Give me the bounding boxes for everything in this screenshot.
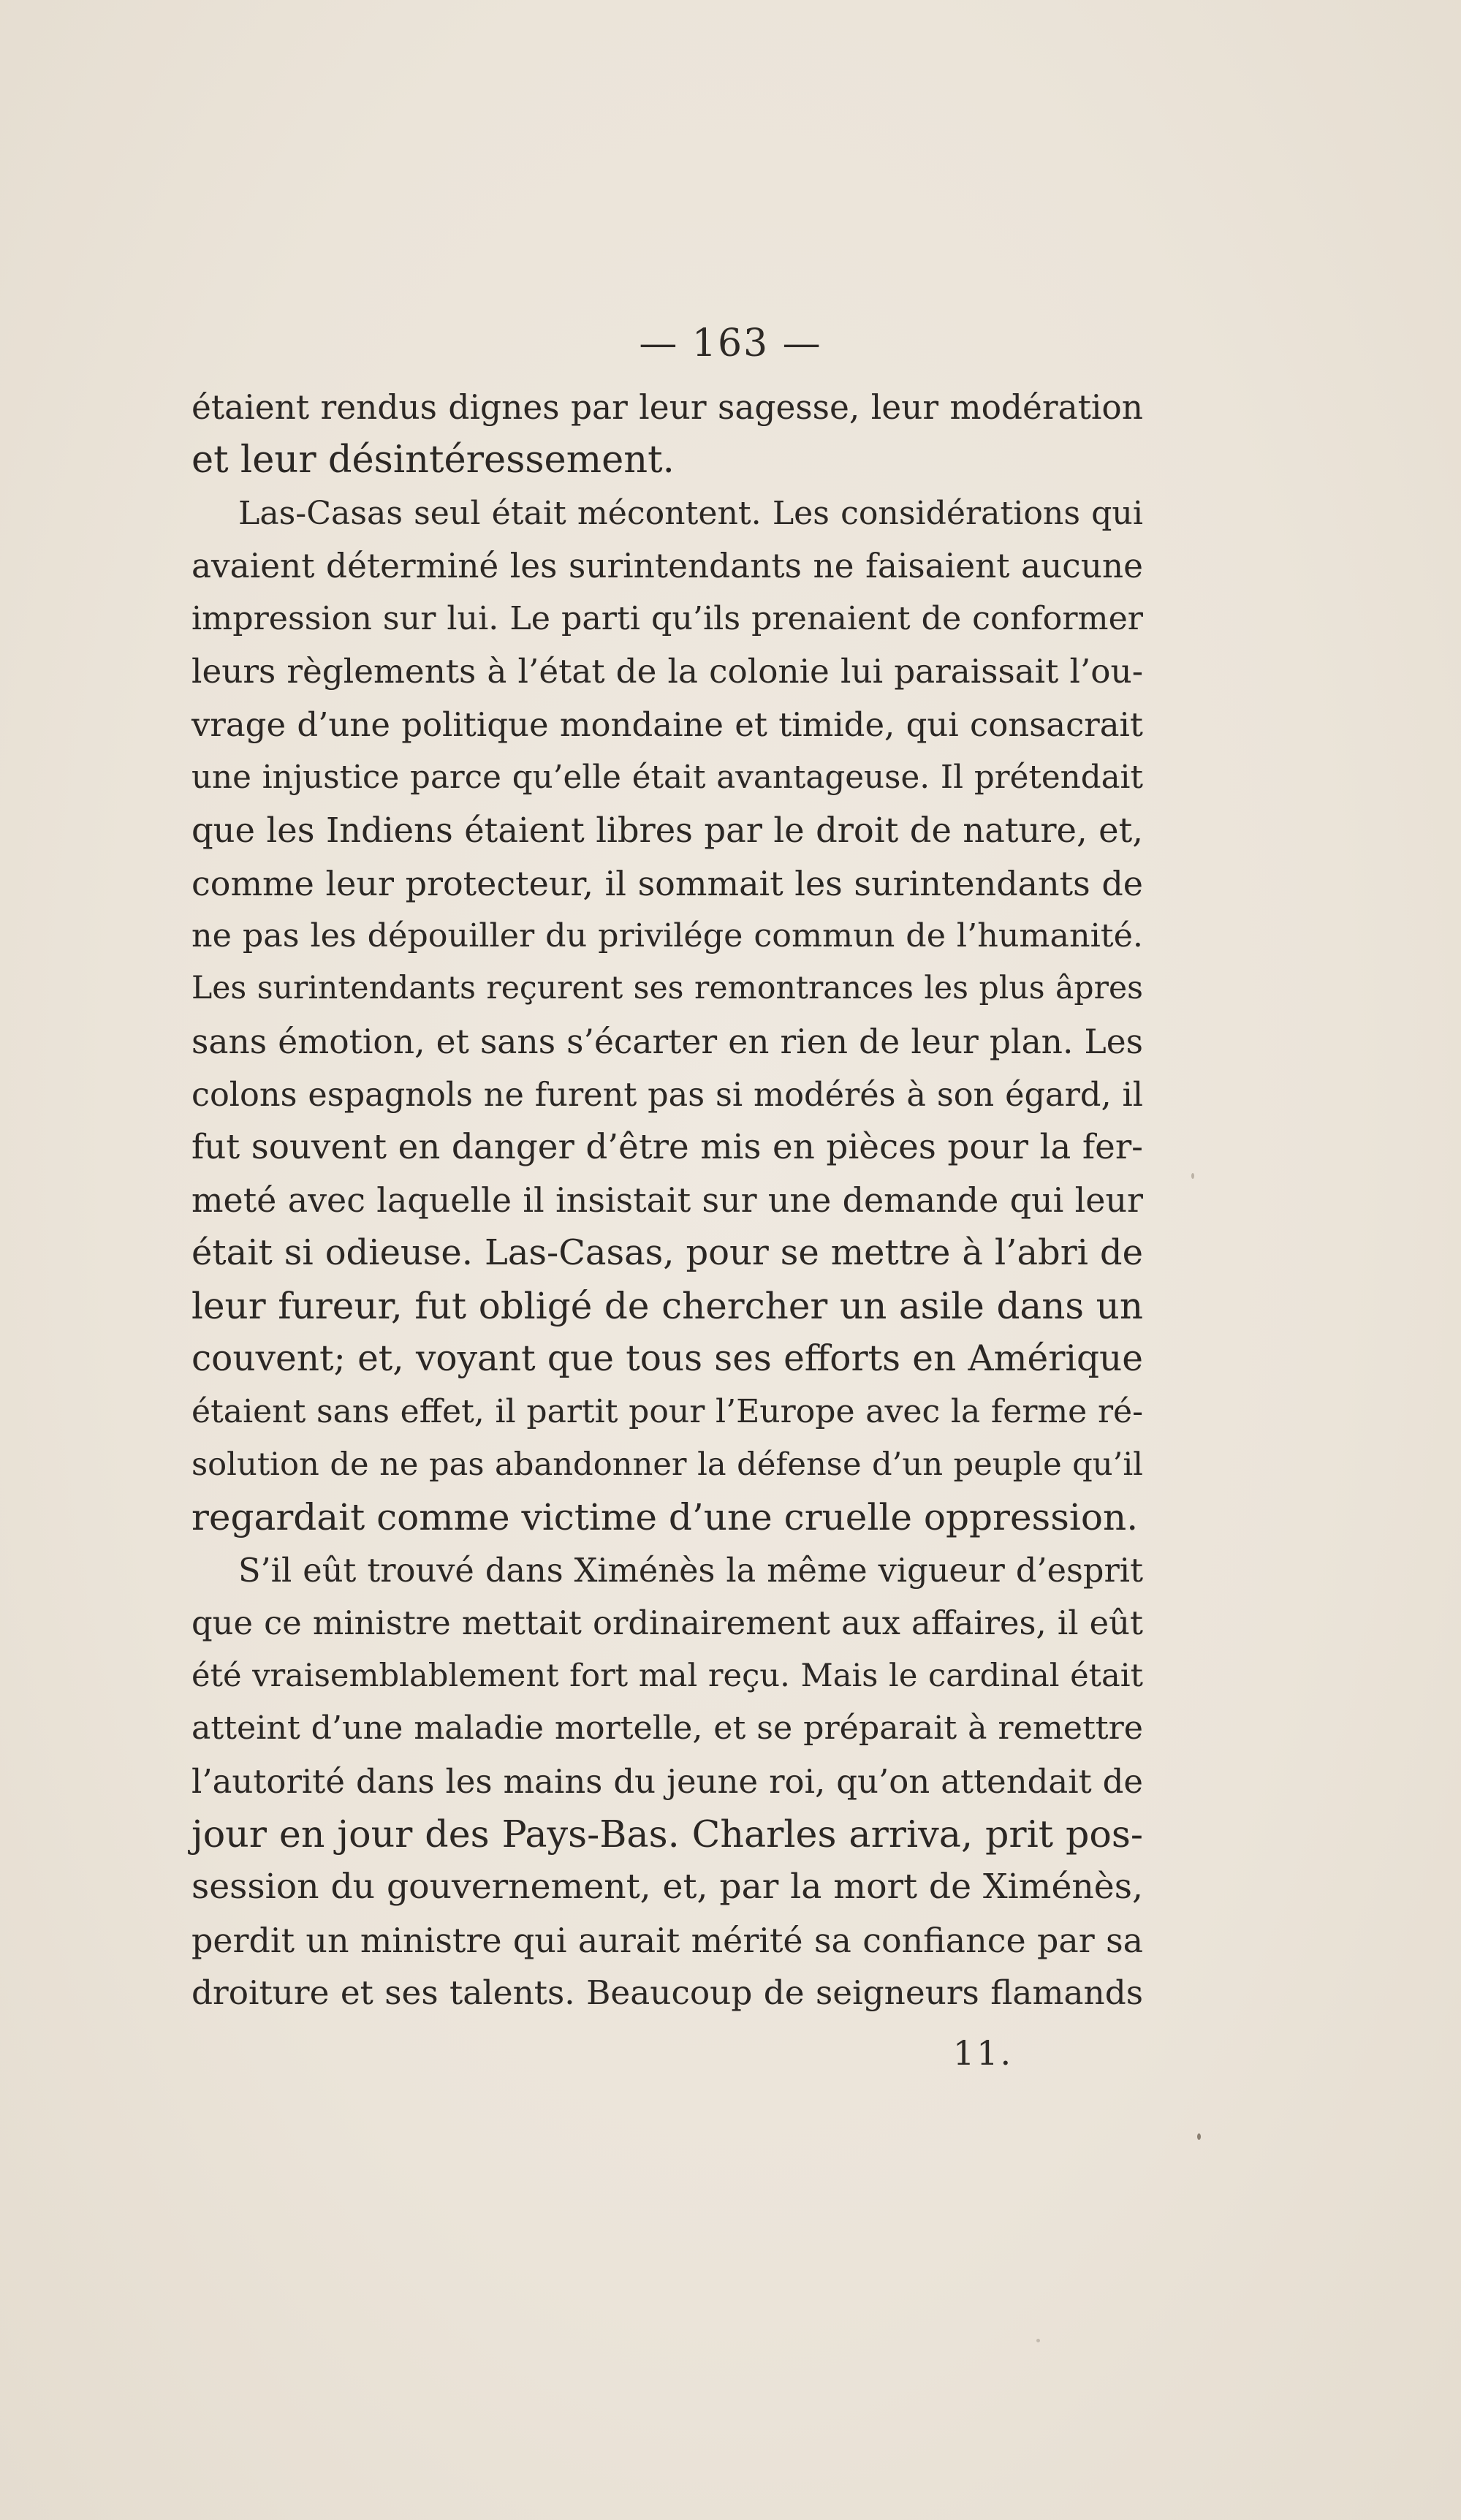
text-line: droiture et ses talents. Beaucoup de seigneurs flamands [191,1973,1143,2012]
text-line: étaient sans effet, il partit pour l’Europe avec la ferme ré- [191,1392,1143,1430]
text-line: avaient déterminé les surintendants ne faisaient aucune [191,546,1143,585]
text-line: impression sur lui. Le parti qu’ils prenaient de conformer [191,600,1143,638]
text-line: étaient rendus dignes par leur sagesse, leur modération [191,388,1143,427]
text-line: S’il eût trouvé dans Ximénès la même vigueur d’esprit [238,1551,1143,1590]
text-line: colons espagnols ne furent pas si modérés à son égard, il [191,1075,1143,1114]
text-line: que ce ministre mettait ordinairement aux affaires, il eût [191,1603,1143,1642]
text-line: était si odieuse. Las-Casas, pour se mettre à l’abri de [191,1232,1143,1273]
text-line: meté avec laquelle il insistait sur une demande qui leur [191,1180,1143,1221]
text-line: jour en jour des Pays-Bas. Charles arriva, prit pos- [191,1813,1143,1856]
body-text [191,382,1143,2019]
text-line: l’autorité dans les mains du jeune roi, qu’on attendait de [191,1761,1143,1801]
text-line: atteint d’une maladie mortelle, et se préparait à remettre [191,1709,1143,1747]
text-line: vrage d’une politique mondaine et timide, qui consacrait [191,705,1143,744]
text-line: leur fureur, fut obligé de chercher un asile dans un [191,1285,1143,1328]
text-line: été vraisemblablement fort mal reçu. Mais le cardinal était [191,1658,1143,1695]
text-line: et leur désintéressement. [191,439,675,482]
text-line: leurs règlements à l’état de la colonie lui paraissait l’ou- [191,652,1143,691]
page-number: — 163 — [639,322,822,365]
text-line: session du gouvernement, et, par la mort de Ximénès, [191,1867,1143,1908]
text-line: que les Indiens étaient libres par le droit de nature, et, [191,811,1143,851]
text-line: regardait comme victime d’une cruelle oppression. [191,1496,1139,1539]
paper-speck [1191,1173,1194,1179]
text-line: fut souvent en danger d’être mis en pièces pour la fer- [191,1128,1143,1168]
text-line: couvent; et, voyant que tous ses efforts en Amérique [191,1338,1143,1380]
paper-speck [1036,2339,1040,2342]
paper-speck [1197,2133,1201,2140]
text-line: solution de ne pas abandonner la défense d’un peuple qu’il [191,1446,1143,1483]
text-line: Las-Casas seul était mécontent. Les considérations qui [238,494,1143,532]
text-line: une injustice parce qu’elle était avantageuse. Il prétendait [191,759,1143,797]
text-line: perdit un ministre qui aurait mérité sa confiance par sa [191,1920,1143,1960]
text-line: Les surintendants reçurent ses remontrances les plus âpres [191,971,1143,1007]
text-line: comme leur protecteur, il sommait les surintendants de [191,863,1143,903]
text-line: ne pas les dépouiller du privilége commun de l’humanité. [191,916,1143,955]
signature-mark: 11. [953,2033,1014,2073]
text-line: sans émotion, et sans s’écarter en rien de leur plan. Les [191,1022,1143,1061]
